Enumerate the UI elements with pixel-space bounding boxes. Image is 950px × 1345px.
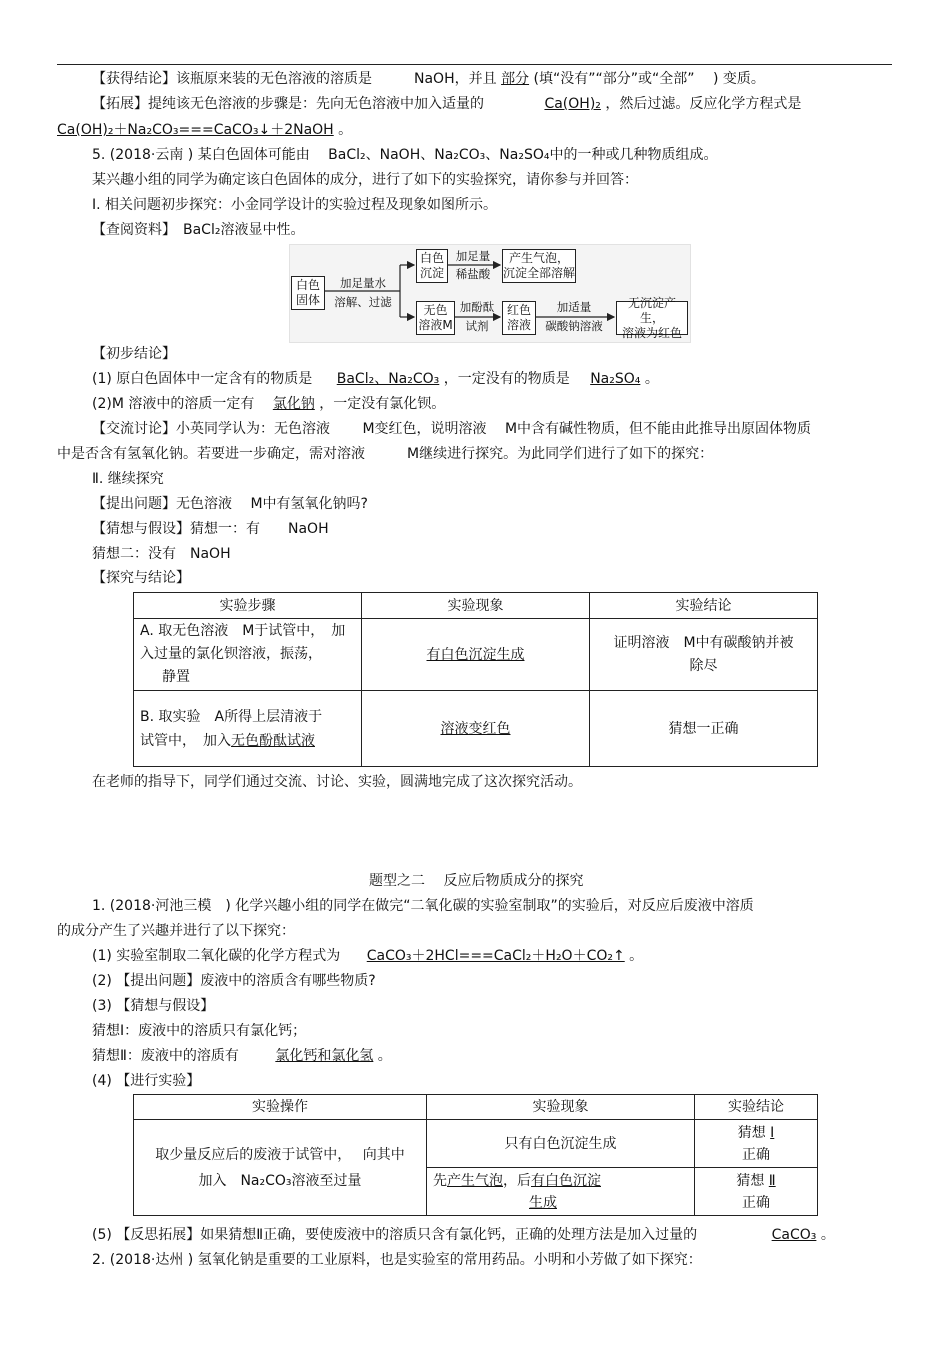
text: 猜想Ⅱ：废液中的溶质有 [92,1048,239,1064]
text: 【获得结论】该瓶原来装的无色溶液的溶质是 NaOH，并且 [92,71,497,87]
text: (2)M 溶液中的溶质一定有 [92,396,255,412]
text-line: 猜想二：没有 NaOH [92,546,231,562]
text-line [92,946,643,966]
flow-result1-box: 产生气泡， 沉淀全部溶解 [502,249,576,283]
text-line: 的成分产生了兴趣并进行了以下探究： [57,923,295,939]
table-header: 实验步骤 [134,593,362,619]
text-line [92,394,445,414]
table-cell: 证明溶液 M中有碳酸钠并被 除尽 [590,619,818,691]
text-line: 【探究与结论】 [92,570,190,586]
table-row [134,619,818,691]
text: 。 [820,1227,835,1243]
table-cell: 取少量反应后的废液于试管中， 向其中 加入 Na₂CO₃溶液至过量 [134,1120,427,1216]
text: (填“没有”“部分”或“全部” ) 变质。 [533,71,765,87]
text-line [92,369,659,389]
text-line [57,120,352,140]
answer-blank: Ca(OH)₂ [544,96,601,112]
text: (5) 【反思拓展】如果猜想Ⅱ正确，要使废液中的溶质只含有氯化钙，正确的处理方法是加入过量的 [92,1227,698,1243]
flowchart [289,244,691,343]
text-line: 某兴趣小组的同学为确定该白色固体的成分，进行了如下的实验探究，请你参与并回答： [92,172,638,188]
text: (1) 实验室制取二氧化碳的化学方程式为 [92,948,341,964]
table-cell: 先产生气泡，后有白色沉淀 生成 [427,1168,695,1216]
flow-precip-box: 白色 沉淀 [416,249,448,283]
answer-blank: Ca(OH)₂＋Na₂CO₃===CaCO₃↓＋2NaOH [57,122,334,138]
flow-label-na2co3-b: 碳酸钠溶液 [545,319,603,333]
answer-blank: 无色酚酞试液 [231,732,315,749]
answer-blank: Ⅱ [768,1172,776,1189]
flow-red-box: 红色 溶液 [502,301,536,335]
section-title: 题型之二 反应后物质成分的探究 [369,873,584,889]
table-cell [362,691,590,767]
table-cell: 猜想 Ⅱ 正确 [695,1168,818,1216]
answer-blank: 部分 [501,71,530,87]
table-cell: 只有白色沉淀生成 [427,1120,695,1168]
answer-blank: 生成 [529,1194,557,1211]
text-line: 在老师的指导下，同学们通过交流、讨论、实验，圆满地完成了这次探究活动。 [92,774,582,790]
text: (1) 原白色固体中一定含有的物质是 [92,371,313,387]
text-line: 【交流讨论】小英同学认为：无色溶液 M变红色，说明溶液 M中含有碱性物质，但不能由此推导出原固体物质 [92,421,812,437]
experiment-table-2 [133,1094,818,1216]
flow-label-na2co3: 加适量 [556,300,592,314]
text-line: 【查阅资料】 BaCl₂溶液显中性。 [92,222,305,238]
answer-blank: 有白色沉淀生成 [426,646,525,663]
text-line: 【初步结论】 [92,346,176,362]
table-cell: 猜想 Ⅰ 正确 [695,1120,818,1168]
question-5: 5. (2018·云南 ) 某白色固体可能由 BaCl₂、NaOH、Na₂CO₃、Na₂SO₄中的一种或几种物质组成。 [92,147,718,163]
table-cell: B. 取实验 A所得上层清液于 试管中， 加入无色酚酞试液 [134,691,362,767]
text-line: (3) 【猜想与假设】 [92,998,215,1014]
text: 。 [338,122,353,138]
text: 。 [644,371,659,387]
text: 【拓展】提纯该无色溶液的步骤是：先向无色溶液中加入适量的 [92,96,484,112]
answer-blank: 溶液变红色 [440,720,511,737]
table-row [134,691,818,767]
flow-label-step1: 加足量水 [340,276,386,290]
table-header: 实验现象 [362,593,590,619]
table-header: 实验结论 [695,1095,818,1120]
table-header: 实验操作 [134,1095,427,1120]
flow-label-step1b: 溶解、过滤 [334,295,392,309]
answer-blank: 氯化钙和氯化氢 [275,1048,374,1064]
table-cell [362,619,590,691]
text-line [92,94,801,114]
text-line: Ⅰ. 相关问题初步探究：小金同学设计的实验过程及现象如图所示。 [92,197,498,213]
table-cell: 猜想一正确 [590,691,818,767]
flow-label-acid: 加足量 [455,249,491,263]
text-line [92,69,765,89]
flow-label-acid-b: 稀盐酸 [455,267,491,281]
answer-blank: CaCO₃ [771,1227,817,1243]
text-line [92,1046,392,1066]
flow-result2-box: 无沉淀产生， 溶液为红色 [616,301,688,335]
answer-blank: 产生气泡 [447,1172,503,1189]
text: ，一定没有氯化钡。 [319,396,446,412]
text: 。 [377,1048,392,1064]
text-line [92,1225,835,1245]
flow-label-phenol: 加酚酞 [459,300,495,314]
answer-blank: Ⅰ [770,1124,775,1141]
table-row [134,1120,818,1168]
table-cell: A. 取无色溶液 M于试管中， 加 入过量的氯化钡溶液，振荡， 静置 [134,619,362,691]
text-line: Ⅱ. 继续探究 [92,471,164,487]
text-line: (2) 【提出问题】废液中的溶质含有哪些物质? [92,973,376,989]
text-line: 【提出问题】无色溶液 M中有氢氧化钠吗? [92,496,368,512]
answer-blank: CaCO₃＋2HCl===CaCl₂＋H₂O＋CO₂↑ [366,948,625,964]
header-rule [57,64,892,65]
text-line: 中是否含有氢氧化钠。若要进一步确定，需对溶液 M继续进行探究。为此同学们进行了如下的探究： [57,446,714,462]
table-header: 实验现象 [427,1095,695,1120]
text-line: 【猜想与假设】猜想一：有 NaOH [92,521,329,537]
flow-start-box: 白色 固体 [291,276,325,310]
question-1: 1. (2018·河池三模 ) 化学兴趣小组的同学在做完“二氧化碳的实验室制取”的实验后，对反应后废液中溶质 [92,898,754,914]
text: ，一定没有的物质是 [443,371,570,387]
text-line: 猜想Ⅰ：废液中的溶质只有氯化钙； [92,1023,307,1039]
flow-label-phenol-b: 试剂 [465,319,489,333]
question-2: 2. (2018·达州 ) 氢氧化钠是重要的工业原料，也是实验室的常用药品。小明和小芳做了如下探究： [92,1252,702,1268]
answer-blank: BaCl₂、Na₂CO₃ [336,371,440,387]
answer-blank: 氯化钠 [272,396,315,412]
answer-blank: 有白色沉淀 [531,1172,601,1189]
flow-solution-m-box: 无色 溶液M [416,301,455,335]
table-header: 实验结论 [590,593,818,619]
text: ，然后过滤。反应化学方程式是 [605,96,802,112]
text-line: (4) 【进行实验】 [92,1073,201,1089]
experiment-table-1 [133,592,818,767]
answer-blank: Na₂SO₄ [590,371,641,387]
text: 。 [629,948,644,964]
